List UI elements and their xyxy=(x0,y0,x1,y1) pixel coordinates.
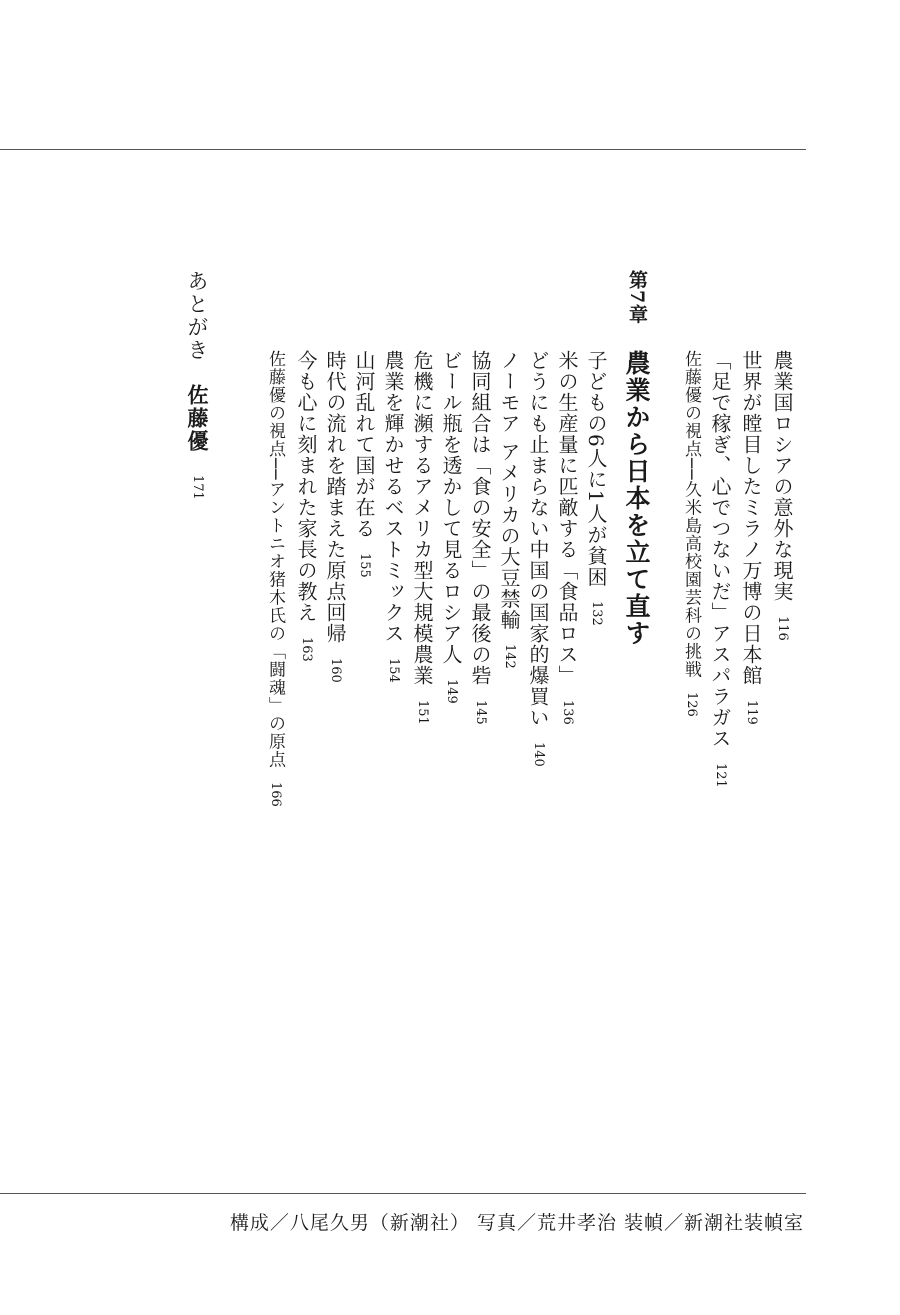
toc-entry-title: 佐藤優の視点──アントニオ猪木氏の「闘魂」の原点 xyxy=(265,350,285,769)
toc-entry-title: 山河乱れて国が在る xyxy=(352,350,376,539)
toc-entry-page: 116 xyxy=(775,616,790,641)
toc-entry-page: 121 xyxy=(713,763,728,788)
toc-entry-page: 132 xyxy=(589,601,604,627)
toc-entry-a2[interactable] xyxy=(710,350,730,788)
toc-entry-page: 136 xyxy=(560,700,575,725)
toc-entry-b4[interactable] xyxy=(470,350,490,725)
credits-line: 構成／八尾久男（新潮社） 写真／荒井孝治 装幀／新潮社装幀室 xyxy=(229,1212,804,1234)
toc-entry-page: 119 xyxy=(744,700,759,725)
afterword-page: 171 xyxy=(190,475,205,500)
toc-entry-title: 米の生産量に匹敵する「食品ロス」 xyxy=(555,350,579,686)
afterword-author: 佐藤優 xyxy=(185,384,210,453)
toc-entry-title: 危機に瀕するアメリカ型大規模農業 xyxy=(410,350,434,686)
toc-entry-page: 154 xyxy=(386,658,401,683)
toc-entry-b2[interactable] xyxy=(528,350,548,767)
toc-entry-title: 今も心に刻まれた家長の教え xyxy=(294,350,318,623)
afterword-title: あとがき xyxy=(185,270,209,362)
toc-entry-page: 155 xyxy=(357,553,372,578)
toc-entry-page: 151 xyxy=(415,700,430,725)
toc-entry-a3[interactable] xyxy=(682,350,699,717)
toc-entry-title: 農業国ロシアの意外な現実 xyxy=(770,350,794,602)
chapter-label: 第7章 xyxy=(626,270,648,325)
toc-entry-title: 農業を輝かせるベストミックス xyxy=(381,350,405,644)
toc-entry-title: ノーモア アメリカの大豆禁輸 xyxy=(497,350,521,631)
top-rule xyxy=(0,149,806,150)
toc-entry-b5[interactable] xyxy=(441,350,461,704)
toc-entry-b0[interactable] xyxy=(586,350,606,626)
toc-entry-page: 145 xyxy=(473,700,488,725)
bottom-rule xyxy=(0,1193,806,1194)
toc-entry-title: 「足で稼ぎ、心でつないだ」アスパラガス xyxy=(708,350,732,749)
toc-entry-title: どうにも止まらない中国の国家的爆買い xyxy=(526,350,550,728)
toc-entry-b7[interactable] xyxy=(383,350,403,683)
toc-entry-title: ビール瓶を透かして見るロシア人 xyxy=(439,350,463,665)
toc-entry-page: 163 xyxy=(299,637,314,662)
toc-entry-page: 140 xyxy=(531,742,546,767)
toc-entry-page: 160 xyxy=(328,658,343,683)
toc-entry-title: 時代の流れを踏まえた原点回帰 xyxy=(323,350,347,644)
toc-entry-page: 166 xyxy=(268,782,283,808)
toc-entry-title: 子どもの6人に1人が貧困 xyxy=(584,350,608,588)
toc-entry-b10[interactable] xyxy=(296,350,316,662)
toc-afterword[interactable] xyxy=(186,270,208,500)
toc-entry-title: 佐藤優の視点──久米島高校園芸科の挑戦 xyxy=(681,350,701,679)
toc-entry-page: 149 xyxy=(444,679,459,704)
toc-entry-b1[interactable] xyxy=(557,350,577,725)
chapter-title: 農業から日本を立て直す xyxy=(622,350,651,647)
toc-entry-title: 協同組合は「食の安全」の最後の砦 xyxy=(468,350,492,686)
toc-entry-b6[interactable] xyxy=(412,350,432,725)
toc-entry-a1[interactable] xyxy=(741,350,761,725)
toc-entry-title: 世界が瞠目したミラノ万博の日本館 xyxy=(739,350,763,686)
toc-entry-b8[interactable] xyxy=(354,350,374,578)
toc-entry-page: 126 xyxy=(684,692,699,718)
toc-entry-a0[interactable] xyxy=(772,350,792,641)
toc-entry-b11[interactable] xyxy=(266,350,283,807)
toc-entry-b9[interactable] xyxy=(325,350,345,683)
toc-entry-b3[interactable] xyxy=(499,350,519,669)
toc-entry-page: 142 xyxy=(502,644,517,670)
